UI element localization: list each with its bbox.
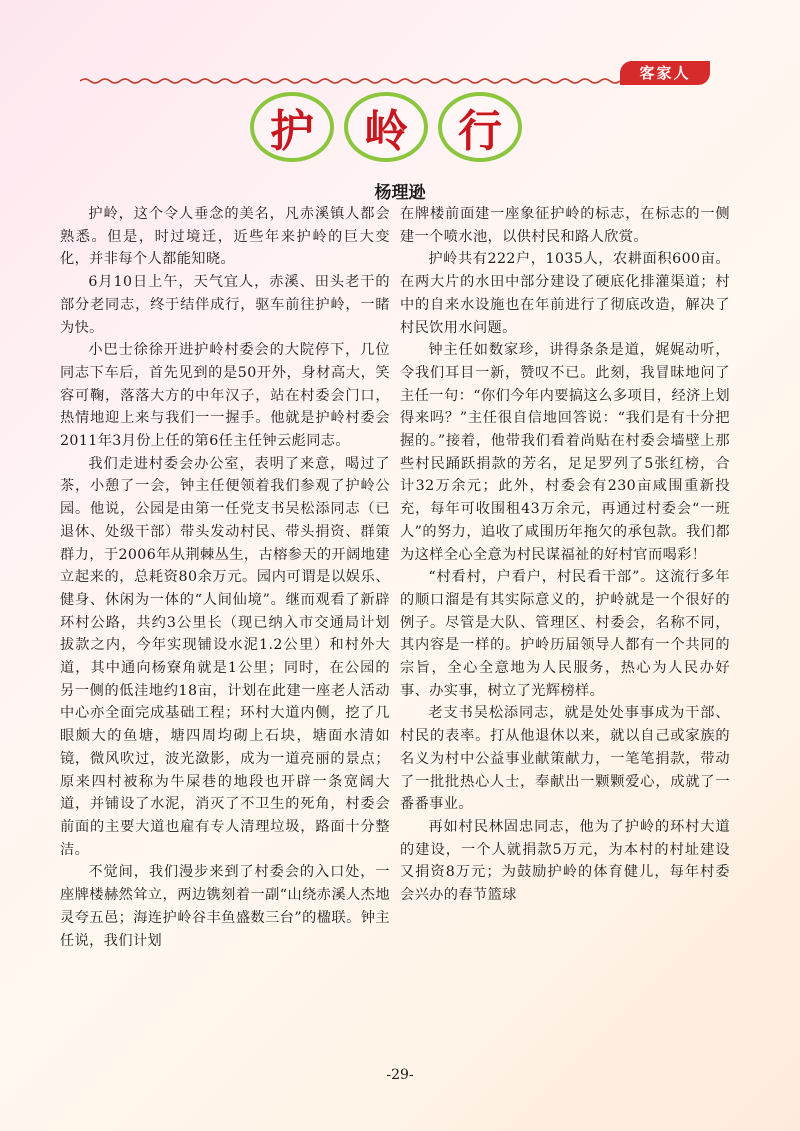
page-number: -29- [386, 1067, 414, 1083]
paragraph: 我们走进村委会办公室，表明了来意，喝过了茶，小憩了一会，钟主任便领着我们参观了护岭公园。他说，公园是由第一任党支书吴松添同志（已退休、处级干部）带头发动村民、带头捐资、群策群力，于2006年从荆棘丛生，古榕参天的开阔地建立起来的，总耗资80余万元。园内可谓是以娱乐、健身、休闲为一体的“人间仙境”。继而观看了新辟环村公路，共约3公里长（现已纳入市交通局计划拔款之内，今年实现铺设水泥1.2公里）和村外大道，其中通向杨寮角就是1公里；同时，在公园的另一侧的低洼地约18亩，计划在此建一座老人活动中心亦全面完成基础工程；环村大道内侧，挖了几眼颇大的鱼塘，塘四周均砌上石块，塘面水清如镜，微风吹过，波光潋影，成为一道亮丽的景点；原来四村被称为牛屎巷的地段也开辟一条宽阔大道，并铺设了水泥，消灭了不卫生的死角，村委会前面的主要大道也雇有专人清理垃圾，路面十分整洁。 [60, 455, 390, 858]
article-title [250, 92, 550, 172]
paragraph: 护岭，这个令人垂念的美名，凡赤溪镇人都会熟悉。但是，时过境迁，近些年来护岭的巨大变化，并非每个人都能知晓。 [60, 206, 390, 268]
paragraph: 钟主任如数家珍，讲得条条是道，娓娓动听，令我们耳目一新，赞叹不已。此刻，我冒昧地问了主任一句：“你们今年内要搞这么多项目，经济上划得来吗？”主任很自信地回答说：“我们是有十分把握的。”接着，他带我们看着尚贴在村委会墙壁上那些村民踊跃捐款的芳名，足足罗列了5张红榜，合计32万余元；此外，村委会有230亩咸围重新投充，每年可收围租43万余元，再通过村委会“一班人”的努力，追收了咸围历年拖欠的承包款。我们都为这样全心全意为村民谋福祉的好村官而喝彩！ [400, 342, 730, 563]
title-char-1: 护 [250, 92, 334, 162]
paragraph: 护岭共有222户，1035人，农耕面积600亩。在两大片的水田中部分建设了硬底化排灌渠道；村中的自来水设施也在年前进行了彻底改造，解决了村民饮用水问题。 [400, 251, 730, 336]
paragraph: 6月10日上午，天气宜人，赤溪、田头老干的部分老同志，终于结伴成行，驱车前往护岭，一睹为快。 [60, 274, 390, 336]
paragraph: “村看村，户看户，村民看干部”。这流行多年的顺口溜是有其实际意义的，护岭就是一个很好的例子。尽管是大队、管理区、村委会，名称不同，其内容是一样的。护岭历届领导人都有一个共同的宗旨，全心全意地为人民服务，热心为人民办好事、办实事，树立了光辉榜样。 [400, 569, 730, 699]
section-badge: 客家人 [620, 61, 710, 85]
paragraph: 小巴士徐徐开进护岭村委会的大院停下，几位同志下车后，首先见到的是50开外，身材高大，笑容可鞠，落落大方的中年汉子，站在村委会门口，热情地迎上来与我们一一握手。他就是护岭村委会2011年3月份上任的第6任主任钟云彪同志。 [60, 342, 390, 450]
paragraph: 老支书吴松添同志，就是处处事事成为干部、村民的表率。打从他退休以来，就以自己或家族的名义为村中公益事业献策献力，一笔笔捐款，带动了一批批热心人士，奉献出一颗颗爱心，成就了一番番事业。 [400, 705, 730, 813]
left-column [60, 203, 390, 952]
author-name: 杨理逊 [374, 183, 426, 203]
title-char-3: 行 [438, 92, 522, 162]
paragraph-continued: 在牌楼前面建一座象征护岭的标志，在标志的一侧建一个喷水池，以供村民和路人欣赏。 [400, 206, 730, 245]
paragraph: 再如村民林固忠同志，他为了护岭的环村大道的建设，一个人就捐款5万元，为本村的村址建设又捐资8万元；为鼓励护岭的体育健儿，每年村委会兴办的春节篮球 [400, 818, 730, 904]
decorative-wave-line [80, 77, 620, 85]
paragraph: 不觉间，我们漫步来到了村委会的入口处，一座牌楼赫然耸立，两边镌刻着一副“山绕赤溪人杰地灵夸五邑；海连护岭谷丰鱼盛数三台”的楹联。钟主任说，我们计划 [60, 864, 390, 949]
title-char-2: 岭 [344, 92, 428, 162]
right-column [400, 203, 730, 907]
